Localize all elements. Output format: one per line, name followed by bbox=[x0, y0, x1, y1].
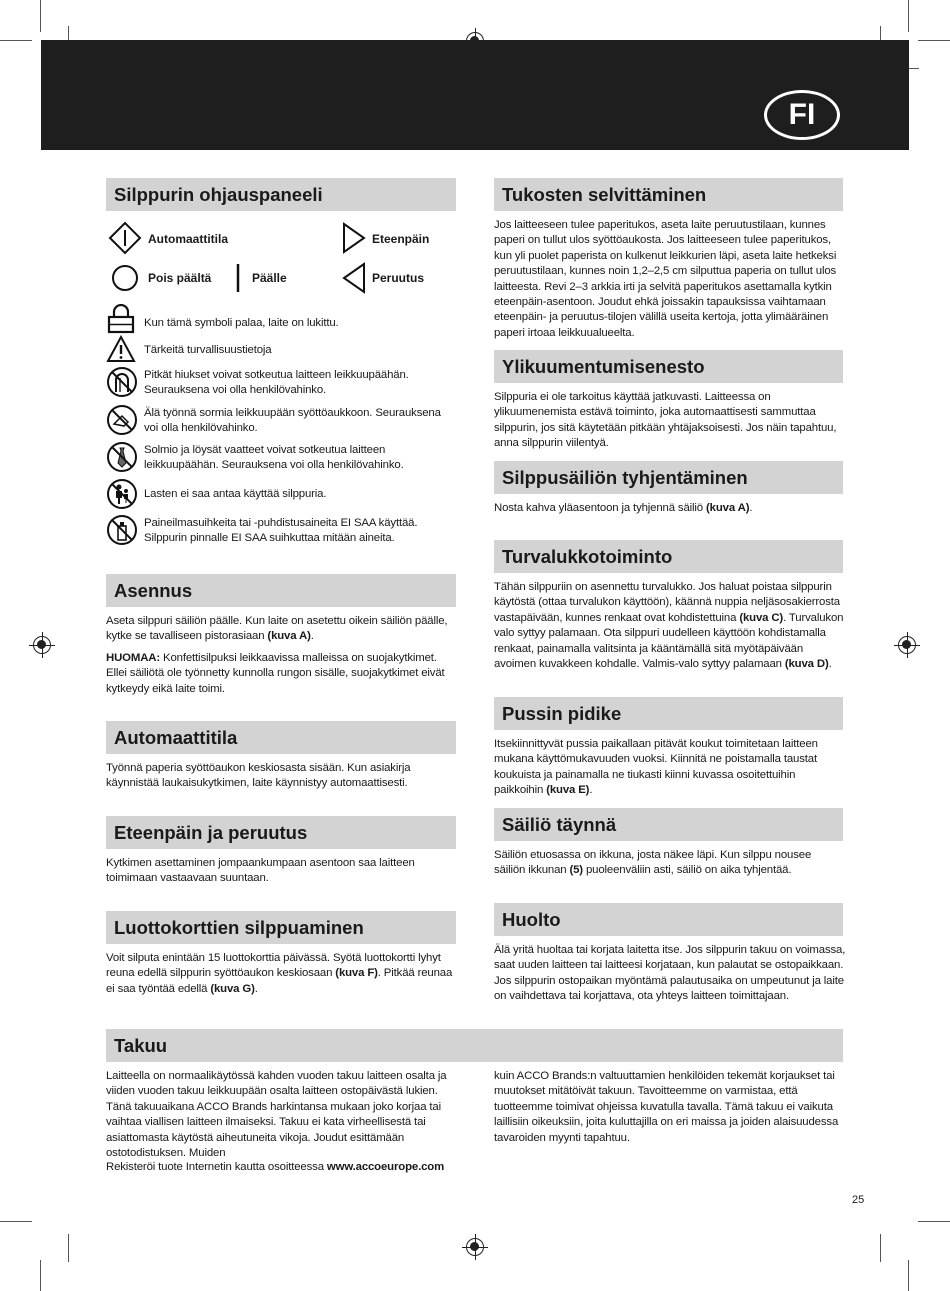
safety-item-tie bbox=[106, 441, 456, 475]
no-children-icon bbox=[106, 478, 138, 510]
safety-text: Solmio ja löysät vaatteet voivat sotkeutua laitteen leikkuupäähän. Seurauksena voi olla henkilövahinko. bbox=[144, 444, 404, 472]
empty-text-c: . bbox=[749, 502, 753, 514]
figure-ref: (kuva A) bbox=[706, 502, 750, 514]
crop-mark bbox=[0, 1221, 32, 1222]
section-title-forward-reverse: Eteenpäin ja peruutus bbox=[106, 816, 456, 849]
section-title-jams: Tukosten selvittäminen bbox=[494, 178, 843, 211]
section-title-bag-holder: Pussin pidike bbox=[494, 697, 843, 730]
lock-text-e: . bbox=[828, 658, 832, 671]
crop-mark bbox=[40, 0, 41, 32]
reverse-icon bbox=[341, 261, 367, 295]
note-label: HUOMAA: bbox=[106, 652, 160, 664]
crop-mark bbox=[918, 1221, 950, 1222]
no-spray-icon bbox=[106, 514, 138, 546]
registration-mark-icon bbox=[33, 636, 51, 654]
safety-text: Tärkeitä turvallisuustietoja bbox=[144, 344, 272, 356]
section-title-credit-cards: Luottokorttien silppuaminen bbox=[106, 911, 456, 944]
page-number: 25 bbox=[852, 1194, 865, 1206]
cards-text-a: Voit silputa enintään 15 luottokorttia päivässä. Syötä luottokortti lyhyt reuna edellä silppurin syöttöaukon keskiosaan bbox=[106, 952, 441, 980]
section-title-warranty: Takuu bbox=[106, 1029, 843, 1062]
full-text-a: Säiliön etuosassa on ikkuna, josta näkee läpi. Kun silppu nousee säiliön ikkunan bbox=[494, 849, 812, 877]
lock-icon bbox=[106, 304, 136, 334]
figure-ref: (kuva F) bbox=[335, 967, 378, 980]
full-text-c: puoleenväliin asti, säiliö on aika tyhjentää. bbox=[582, 864, 792, 877]
forward-reverse-text: Kytkimen asettaminen jompaankumpaan asentoon saa laitteen toimimaan vastaavaan suuntaan. bbox=[106, 857, 415, 885]
bin-full-text bbox=[494, 848, 834, 879]
figure-ref: (kuva A) bbox=[267, 630, 311, 643]
auto-mode-label: Automaattitila bbox=[148, 232, 229, 246]
crop-mark bbox=[918, 40, 950, 41]
empty-text-a: Nosta kahva yläasentoon ja tyhjennä säiliö bbox=[494, 502, 707, 514]
lock-text-a: Tähän silppuriin on asennettu turvalukko. Jos haluat poistaa silppurin käytöstä (ottaa turvalukon käyttöön), käännä nuppia neljäsosakierrosta vastapäivään, kunnes renkaat ovat kohdistettuina bbox=[494, 581, 840, 624]
cards-text-e: . bbox=[254, 982, 258, 995]
warranty-register bbox=[106, 1160, 466, 1175]
figure-ref: (kuva C) bbox=[739, 611, 784, 624]
registration-mark-icon bbox=[898, 636, 916, 654]
forward-label: Eteenpäin bbox=[372, 232, 430, 246]
section-title-safety-lock: Turvalukkotoiminto bbox=[494, 540, 843, 573]
crop-mark bbox=[908, 1260, 909, 1291]
note-text: Konfettisilpuksi leikkaavissa malleissa on suojakytkimet. Ellei säiliötä ole työnnetty kunnolla rungon sisälle, suojakytkimet eivät kytkeydy eikä laite toimi. bbox=[106, 652, 445, 695]
section-title-overheat: Ylikuumentumisenesto bbox=[494, 350, 843, 383]
overheat-text: Silppuria ei ole tarkoitus käyttää jatkuvasti. Laitteessa on ylikuumenemista estävä toiminto, joka automaattisesti sammuttaa silppurin, jos sitä käytetään pitkään yhtäjaksoisesti. Jos näin tapahtuu, anna silppurin viilentyä. bbox=[494, 391, 837, 450]
auto-mode-text: Työnnä paperia syöttöaukon keskiosasta sisään. Kun asiakirja käynnistää laukaisukytkimen, laite käynnistyy automaattisesti. bbox=[106, 762, 411, 790]
no-tie-icon bbox=[106, 441, 138, 473]
on-label: Päälle bbox=[252, 271, 287, 285]
warranty-text-right: kuin ACCO Brands:n valtuuttamien henkilöiden tekemät korjaukset tai muutokset mitätöivät takuun. Tavoitteemme on varmistaa, että tuotteemme toimivat ohjeissa kuvatulla tavalla. Tämä takuu ei vaikuta laillisiin oikeuksiin, joita kuluttajilla on eri maissa ja joiden alaisuudessa tavaroiden myynti tapahtuu. bbox=[494, 1070, 839, 1144]
jams-text: Jos laitteeseen tulee paperitukos, aseta laite peruutustilaan, kunnes paperi on tullut ulos syöttöaukosta. Jos laitteeseen tulee paperitukos, kun yli puolet paperista on kulkenut leikkurien läpi, aseta laite hetkeksi peruutustilaan, kunnes noin 1,2–2,5 cm silputtua paperia on tullut ulos laitteesta. Revi 2–3 arkkia irti ja selvitä paperitukos asettamalla kytkin eteenpäin-asentoon. Joudut ehkä joissakin tapauksissa vaihtamaan eteenpäin- ja peruutus-tilojen välillä useita kertoja, jotta ylimääräinen paperi irtoaa leikkuualueelta. bbox=[494, 219, 837, 339]
cards-text-c: . Pitkää reunaa ei saa työntää edellä bbox=[106, 967, 453, 995]
credit-cards-text bbox=[106, 951, 456, 997]
no-fingers-icon bbox=[106, 404, 138, 436]
safety-item-fingers bbox=[106, 404, 456, 438]
install-note bbox=[106, 651, 458, 697]
safety-item-warning bbox=[106, 335, 456, 363]
registration-mark-icon bbox=[466, 1238, 484, 1256]
install-text bbox=[106, 614, 458, 645]
reverse-label: Peruutus bbox=[372, 271, 425, 285]
auto-mode-icon bbox=[108, 221, 142, 255]
section-title-auto-mode: Automaattitila bbox=[106, 721, 456, 754]
safety-item-hair bbox=[106, 366, 456, 400]
safety-item-children bbox=[106, 478, 456, 510]
bag-holder-text bbox=[494, 737, 846, 799]
register-url: www.accoeurope.com bbox=[326, 1161, 445, 1173]
warranty-text-left: Laitteella on normaalikäytössä kahden vuoden takuu laitteen osalta ja viiden vuoden takuu leikkuupään osalta laitteen ostopäivästä lukien. Tänä takuuaikana ACCO Brands harkintansa mukaan joko korjaa tai vaihtaa viallisen laitteen ilmaiseksi. Takuu ei kata virheellisestä tai asiattomasta käytöstä aiheutuneita vikoja. Joudut esittämään ostotodistuksen. Muiden bbox=[106, 1070, 447, 1160]
forward-icon bbox=[341, 221, 367, 255]
crop-mark bbox=[908, 0, 909, 32]
figure-ref: (kuva E) bbox=[546, 784, 590, 797]
crop-mark bbox=[40, 1260, 41, 1291]
safety-text: Pitkät hiukset voivat sotkeutua laitteen leikkuupäähän. Seurauksena voi olla henkilövahinko. bbox=[144, 369, 409, 397]
register-text: Rekisteröi tuote Internetin kautta osoitteessa bbox=[106, 1161, 327, 1173]
lock-text-c: . Turvalukon valo syttyy palamaan. Ota silppuri uudelleen käyttöön kohdistamalla renkaat, painamalla valitsinta ja kääntämällä sitä myötäpäivään avoimen kuvakkeen kohdalle. Valmis-valo syttyy palamaan bbox=[494, 611, 844, 671]
install-text-c: . bbox=[310, 630, 314, 643]
figure-ref: (kuva D) bbox=[784, 658, 829, 671]
safety-item-spray bbox=[106, 514, 456, 548]
bag-text-c: . bbox=[589, 784, 593, 797]
window-ref: (5) bbox=[569, 864, 583, 877]
crop-mark bbox=[880, 1234, 881, 1262]
crop-mark bbox=[68, 1234, 69, 1262]
bag-text-a: Itsekiinnittyvät pussia paikallaan pitävät koukut toimitetaan laitteen mukana käyttömukavuuden vuoksi. Kiinnitä ne poistamalla taustat koukuista ja painamalla ne tiukasti kiinni kuvassa osoitettuihin paikkoihin bbox=[494, 738, 818, 797]
no-hair-icon bbox=[106, 366, 138, 398]
safety-text: Paineilmasuihkeita tai -puhdistusaineita EI SAA käyttää. Silppurin pinnalle EI SAA suihkuttaa mitään aineita. bbox=[144, 517, 418, 545]
figure-ref: (kuva G) bbox=[210, 982, 255, 995]
install-text-a: Aseta silppuri säiliön päälle. Kun laite on asetettu oikein säiliön päälle, kytke se tavalliseen pistorasiaan bbox=[106, 615, 448, 643]
section-title-empty-bin: Silppusäiliön tyhjentäminen bbox=[494, 461, 843, 494]
safety-text: Kun tämä symboli palaa, laite on lukittu. bbox=[144, 317, 339, 329]
section-title-bin-full: Säiliö täynnä bbox=[494, 808, 843, 841]
crop-mark bbox=[0, 40, 32, 41]
off-label: Pois päältä bbox=[148, 271, 212, 285]
section-title-control-panel: Silppurin ohjauspaneeli bbox=[106, 178, 456, 211]
language-badge: FI bbox=[764, 90, 840, 140]
safety-text: Älä työnnä sormia leikkuupään syöttöaukkoon. Seurauksena voi olla henkilövahinko. bbox=[144, 407, 441, 435]
warning-icon bbox=[106, 335, 136, 363]
section-title-service: Huolto bbox=[494, 903, 843, 936]
safety-item-lock bbox=[106, 304, 456, 334]
section-title-install: Asennus bbox=[106, 574, 456, 607]
safety-text: Lasten ei saa antaa käyttää silppuria. bbox=[144, 488, 327, 500]
empty-bin-text bbox=[494, 501, 846, 516]
off-icon bbox=[111, 264, 139, 292]
safety-lock-text bbox=[494, 580, 846, 672]
service-text: Älä yritä huoltaa tai korjata laitetta itse. Jos silppurin takuu on voimassa, saat uuden laitteen tai laitteesi korjataan, kun palautat se ostopaikkaan. Jos silppurin ostopaikan myöntämä palautusaika on umpeutunut ja laite on vaihdettava tai korjattava, ota yhteys laitteen toimittajaan. bbox=[494, 944, 846, 1003]
on-icon bbox=[234, 263, 242, 293]
